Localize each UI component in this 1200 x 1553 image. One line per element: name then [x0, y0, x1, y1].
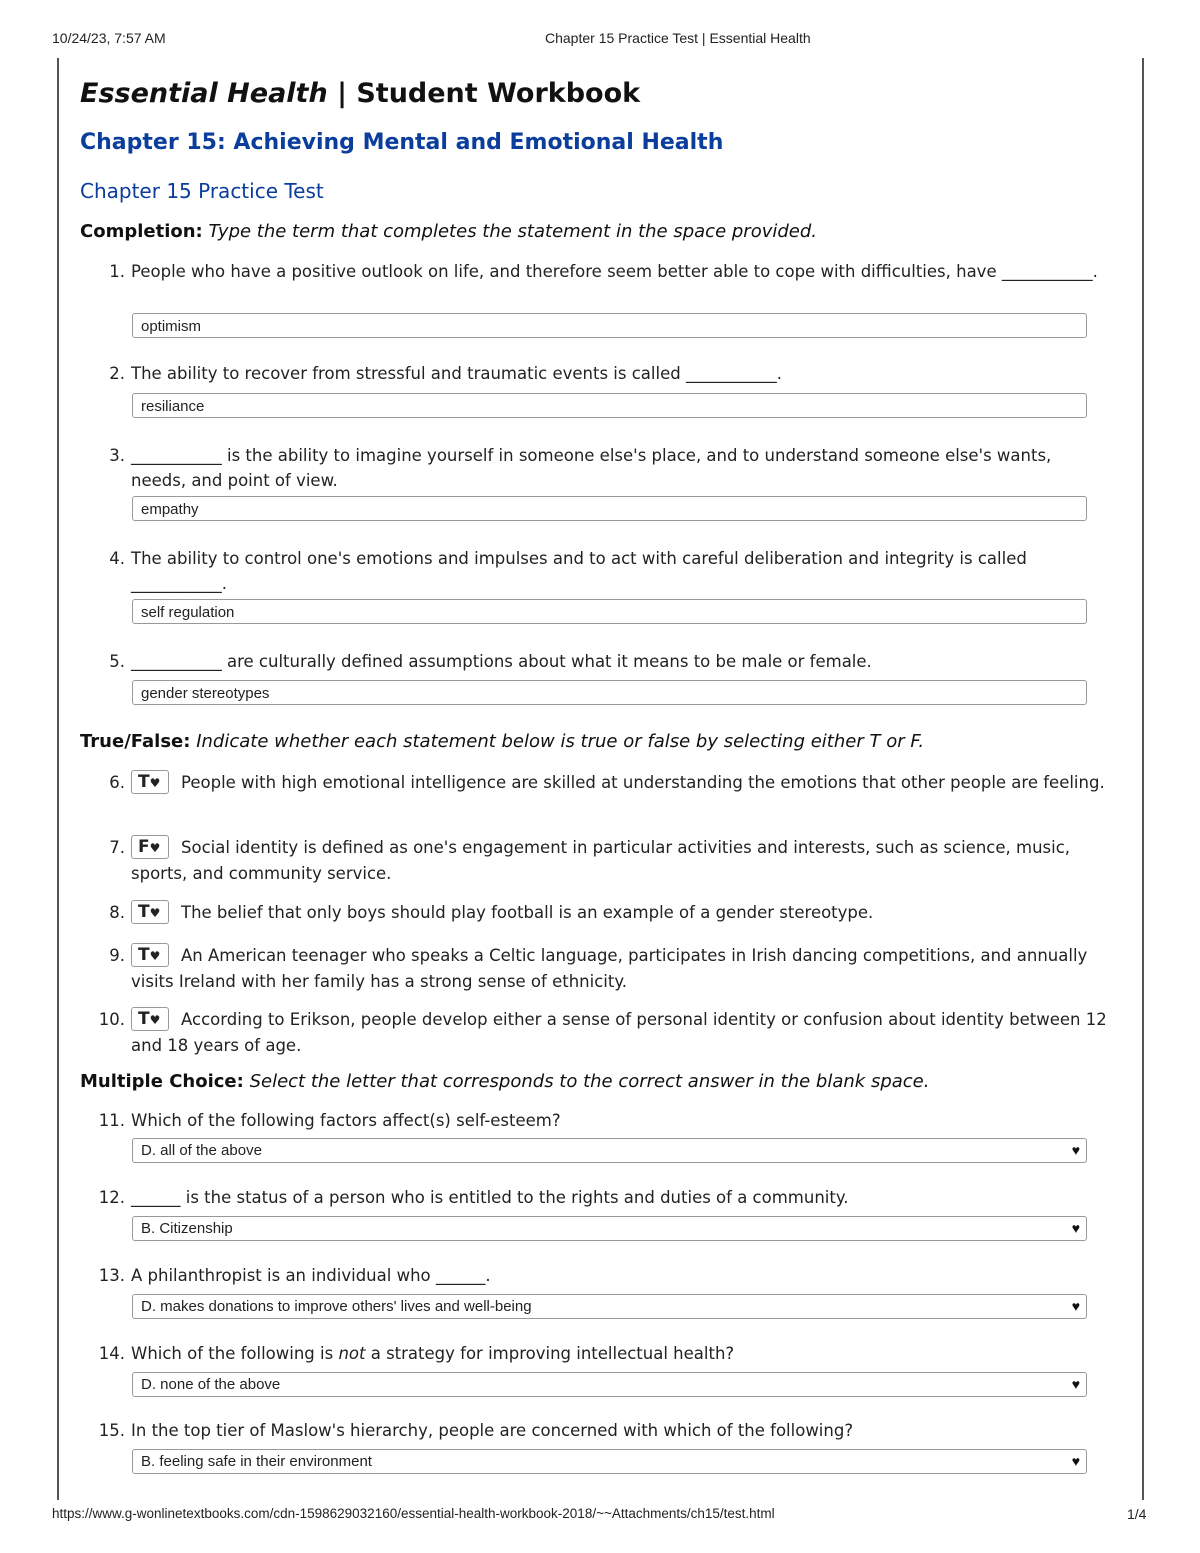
chevron-down-icon: ♥: [149, 1012, 161, 1027]
multiple-choice-question: [98, 1108, 1111, 1133]
selected-option: D. none of the above: [141, 1376, 281, 1393]
selected-option: D. makes donations to improve others' lives and well-being: [141, 1298, 532, 1315]
question-number: 14.: [98, 1344, 125, 1363]
question-number: 10.: [98, 1010, 125, 1029]
test-heading: Chapter 15 Practice Test: [80, 179, 324, 203]
answer-select[interactable]: [132, 1294, 1087, 1319]
section-label: Multiple Choice:: [80, 1071, 244, 1092]
left-border: [57, 58, 59, 1500]
answer-input[interactable]: optimism: [132, 313, 1087, 338]
selected-option: B. feeling safe in their environment: [141, 1453, 372, 1470]
section-instructions: Select the letter that corresponds to the correct answer in the blank space.: [249, 1071, 930, 1092]
question-number: 12.: [98, 1188, 125, 1207]
answer-input[interactable]: gender stereotypes: [132, 680, 1087, 705]
truefalse-question: [109, 770, 1111, 796]
answer-select[interactable]: [132, 1138, 1087, 1163]
question-text: People who have a positive outlook on life, and therefore seem better able to cope with difficulties, have ___________.: [131, 262, 1098, 281]
subtitle: Student Workbook: [356, 78, 641, 109]
print-doc-title: Chapter 15 Practice Test | Essential Health: [545, 30, 811, 46]
multiple-choice-section-heading: [80, 1071, 929, 1092]
question-text: The ability to recover from stressful and traumatic events is called ___________.: [131, 364, 782, 383]
question-number: 3.: [109, 446, 125, 465]
print-datetime: 10/24/23, 7:57 AM: [52, 30, 166, 46]
question-text-emphasis: not: [338, 1344, 366, 1363]
completion-question: [109, 259, 1111, 284]
question-number: 15.: [98, 1421, 125, 1440]
print-url: https://www.g-wonlinetextbooks.com/cdn-1598629032160/essential-health-workbook-2018/~~Attachments/ch15/test.html: [52, 1506, 775, 1521]
question-number: 9.: [109, 946, 125, 965]
answer-select[interactable]: [132, 1216, 1087, 1241]
true-false-select[interactable]: [131, 835, 169, 859]
completion-question: [109, 546, 1111, 596]
true-false-select[interactable]: [131, 943, 169, 967]
question-text: Social identity is defined as one's engagement in particular activities and interests, such as science, music, sports, and community service.: [131, 838, 1071, 883]
chevron-down-icon: ♥: [1071, 1453, 1080, 1469]
title-separator: |: [327, 78, 357, 109]
completion-question: [109, 649, 1111, 674]
question-number: 2.: [109, 364, 125, 383]
answer-input[interactable]: self regulation: [132, 599, 1087, 624]
selected-value: T: [138, 771, 150, 792]
question-text: In the top tier of Maslow's hierarchy, people are concerned with which of the following?: [131, 1421, 854, 1440]
chevron-down-icon: ♥: [149, 840, 161, 855]
multiple-choice-question: [98, 1418, 1111, 1443]
question-number: 7.: [109, 838, 125, 857]
answer-select[interactable]: [132, 1372, 1087, 1397]
selected-value: T: [138, 944, 150, 965]
selected-value: F: [138, 836, 150, 857]
chevron-down-icon: ♥: [1071, 1142, 1080, 1158]
question-text: A philanthropist is an individual who ______.: [131, 1266, 491, 1285]
page-title: [80, 78, 640, 109]
completion-question: [109, 443, 1111, 493]
question-text: Which of the following factors affect(s) self-esteem?: [131, 1111, 561, 1130]
answer-input[interactable]: empathy: [132, 496, 1087, 521]
question-text: An American teenager who speaks a Celtic language, participates in Irish dancing competitions, and annually visits Ireland with her family has a strong sense of ethnicity.: [131, 946, 1088, 991]
question-text: ______ is the status of a person who is entitled to the rights and duties of a community.: [131, 1188, 849, 1207]
section-instructions: Indicate whether each statement below is true or false by selecting either T or F.: [196, 731, 925, 752]
chevron-down-icon: ♥: [149, 948, 161, 963]
truefalse-question: [109, 900, 1111, 926]
section-label: True/False:: [80, 731, 191, 752]
question-text: The ability to control one's emotions and impulses and to act with careful deliberation and integrity is called ___________.: [131, 549, 1027, 593]
question-text: ___________ is the ability to imagine yourself in someone else's place, and to understand someone else's wants, needs, and point of view.: [131, 446, 1052, 490]
question-number: 6.: [109, 773, 125, 792]
right-border: [1142, 58, 1144, 1500]
answer-select[interactable]: [132, 1449, 1087, 1474]
chapter-heading: Chapter 15: Achieving Mental and Emotional Health: [80, 130, 724, 155]
question-text: People with high emotional intelligence are skilled at understanding the emotions that other people are feeling.: [181, 773, 1105, 792]
selected-option: D. all of the above: [141, 1142, 262, 1159]
true-false-select[interactable]: [131, 1007, 169, 1031]
chevron-down-icon: ♥: [1071, 1376, 1080, 1392]
truefalse-question: [109, 835, 1111, 886]
selected-option: B. Citizenship: [141, 1220, 233, 1237]
truefalse-section-heading: [80, 731, 924, 752]
section-instructions: Type the term that completes the statement in the space provided.: [208, 221, 818, 242]
question-number: 1.: [109, 262, 125, 281]
selected-value: T: [138, 1008, 150, 1029]
multiple-choice-question: [98, 1263, 1111, 1288]
question-number: 4.: [109, 549, 125, 568]
question-number: 11.: [98, 1111, 125, 1130]
book-title: Essential Health: [80, 78, 328, 109]
multiple-choice-question: [98, 1341, 1111, 1366]
completion-question: [109, 361, 1111, 386]
print-page-number: 1/4: [1127, 1506, 1147, 1522]
question-text: The belief that only boys should play football is an example of a gender stereotype.: [181, 903, 874, 922]
section-label: Completion:: [80, 221, 203, 242]
chevron-down-icon: ♥: [149, 775, 161, 790]
question-text: ___________ are culturally defined assumptions about what it means to be male or female.: [131, 652, 872, 671]
completion-section-heading: [80, 221, 817, 242]
question-text: According to Erikson, people develop either a sense of personal identity or confusion about identity between 12 and 18 years of age.: [131, 1010, 1107, 1055]
truefalse-question: [109, 943, 1111, 994]
question-number: 5.: [109, 652, 125, 671]
chevron-down-icon: ♥: [1071, 1220, 1080, 1236]
true-false-select[interactable]: [131, 770, 169, 794]
selected-value: T: [138, 901, 150, 922]
multiple-choice-question: [98, 1185, 1111, 1210]
true-false-select[interactable]: [131, 900, 169, 924]
chevron-down-icon: ♥: [1071, 1298, 1080, 1314]
question-text: a strategy for improving intellectual health?: [365, 1344, 735, 1363]
question-number: 8.: [109, 903, 125, 922]
question-text: Which of the following is: [131, 1344, 339, 1363]
chevron-down-icon: ♥: [149, 905, 161, 920]
truefalse-question: [98, 1007, 1111, 1058]
answer-input[interactable]: resiliance: [132, 393, 1087, 418]
question-number: 13.: [98, 1266, 125, 1285]
